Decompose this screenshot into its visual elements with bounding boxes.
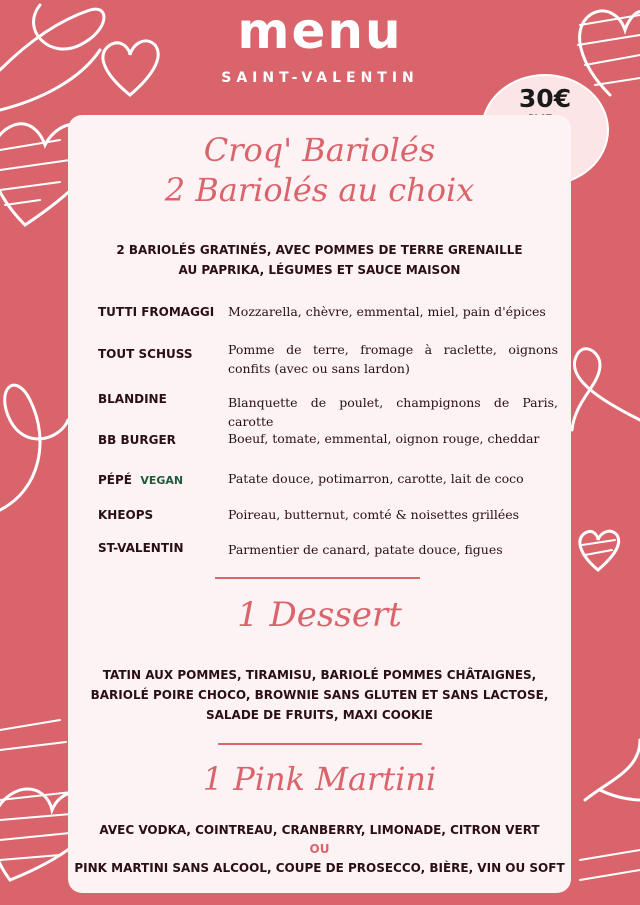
section-title-dessert: 1 Dessert: [237, 595, 402, 635]
swirl-line-icon: [0, 385, 68, 510]
item-desc: Blanquette de poulet, champignons de Paris, carotte: [228, 395, 558, 429]
drink-line: PINK MARTINI SANS ALCOOL, COUPE DE PROSECCO, BIÈRE, VIN OU SOFT: [74, 861, 565, 875]
item-desc: Boeuf, tomate, emmental, oignon rouge, cheddar: [228, 431, 540, 446]
item-desc: Pomme de terre, fromage à raclette, oignons confits (avec ou sans lardon): [228, 342, 558, 376]
price-amount: 30€: [518, 84, 572, 113]
item-name: KHEOPS: [98, 508, 154, 522]
section-title-line: 2 Bariolés au choix: [164, 171, 475, 209]
intro-line: AU PAPRIKA, LÉGUMES ET SAUCE MAISON: [178, 263, 461, 277]
item-desc: Mozzarella, chèvre, emmental, miel, pain d'épices: [228, 304, 546, 319]
item-desc: Parmentier de canard, patate douce, figues: [228, 542, 503, 557]
item-desc: Patate douce, potimarron, carotte, lait de coco: [228, 471, 524, 486]
item-name: TUTTI FROMAGGI: [98, 305, 215, 319]
item-name: BB BURGER: [98, 433, 176, 447]
dessert-line: SALADE DE FRUITS, MAXI COOKIE: [205, 708, 434, 722]
item-name: ST-VALENTIN: [98, 541, 184, 555]
item-name: TOUT SCHUSS: [98, 347, 193, 361]
divider: [215, 577, 420, 579]
item-desc: Poireau, butternut, comté & noisettes grillées: [228, 507, 520, 522]
dessert-line: TATIN AUX POMMES, TIRAMISU, BARIOLÉ POMMES CHÂTAIGNES,: [102, 668, 537, 682]
menu-subtitle: SAINT-VALENTIN: [221, 70, 419, 86]
dessert-line: BARIOLÉ POIRE CHOCO, BROWNIE SANS GLUTEN ET SANS LACTOSE,: [90, 688, 549, 702]
divider: [218, 743, 422, 745]
section-intro: [68, 240, 571, 280]
swirl-line-icon: [572, 349, 640, 430]
drink-line: AVEC VODKA, COINTREAU, CRANBERRY, LIMONADE, CITRON VERT: [99, 823, 540, 837]
section-title-drink: 1 Pink Martini: [202, 760, 437, 798]
dessert-list: [68, 665, 571, 725]
swirl-line-icon: [585, 740, 640, 800]
drink-or: OU: [309, 842, 330, 856]
item-name: BLANDINE: [98, 392, 167, 406]
menu-title: menu: [237, 2, 403, 60]
vegan-tag: VEGAN: [140, 474, 184, 487]
section-title-line: Croq' Bariolés: [203, 131, 436, 169]
item-name: PÉPÉ: [98, 473, 132, 487]
item-name-with-tag: [98, 473, 224, 487]
heart-outline-icon: [580, 531, 619, 570]
section-title-bariolés: [68, 130, 571, 210]
intro-line: 2 BARIOLÉS GRATINÉS, AVEC POMMES DE TERRE GRENAILLE: [116, 243, 523, 257]
